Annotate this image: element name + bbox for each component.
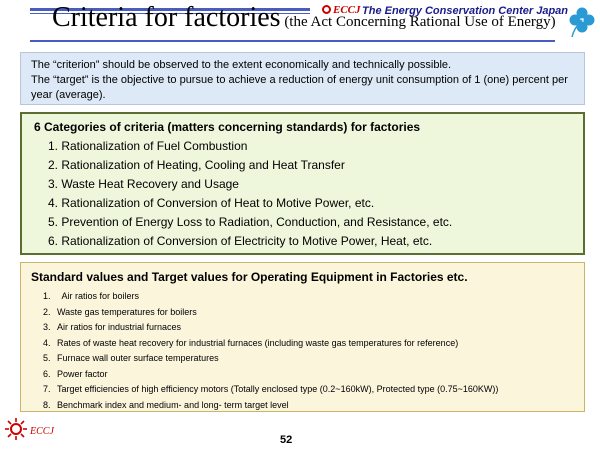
standards-item [31,305,574,321]
eccj-header-text: ECCJ [333,4,361,16]
standards-item-number: 1. [43,291,51,301]
standards-item-text: Air ratios for boilers [57,291,140,301]
eccj-circle-icon [322,5,331,14]
page-number: 52 [280,434,293,446]
standards-item-number: 8. [43,399,51,410]
standards-item-number: 7. [43,384,51,394]
criteria-item: 2. Rationalization of Heating, Cooling and Heat Transfer [48,158,345,172]
standards-item-number: 2. [43,306,51,317]
title-bar-bottom [30,40,555,42]
criteria-item: 3. Waste Heat Recovery and Usage [48,177,239,191]
criteria-item: 6. Rationalization of Conversion of Electricity to Motive Power, Heat, etc. [48,234,433,248]
standards-item [31,289,574,305]
title-main: Criteria for factories [52,2,281,33]
criteria-item: 4. Rationalization of Conversion of Heat to Motive Power, etc. [48,196,375,210]
standards-item-text: Benchmark index and medium- and long- term target level [57,399,289,410]
standards-item-number: 3. [43,322,51,332]
intro-line-criterion: The “criterion” should be observed to the extent economically and technically possible. [31,59,452,71]
standards-item-number: 6. [43,368,51,379]
standards-item [31,320,574,336]
criteria-item: 1. Rationalization of Fuel Combustion [48,139,248,153]
center-name: The Energy Conservation Center Japan [362,5,568,17]
standards-item-text: Rates of waste heat recovery for industrial furnaces (including waste gas temperatures for reference) [57,337,459,348]
standards-item-number: 5. [43,353,51,363]
standards-box [20,262,585,412]
standards-item-text: Waste gas temperatures for boilers [57,306,197,317]
title-sub: (the Act Concerning Rational Use of Energy) [280,14,556,30]
standards-item-text: Air ratios for industrial furnaces [57,322,182,332]
standards-item-number: 4. [43,337,51,348]
criteria-box [20,112,585,255]
criteria-heading: 6 Categories of criteria (matters concerning standards) for factories [34,120,421,134]
standards-item [31,398,574,414]
intro-line-target: The “target” is the objective to pursue to achieve a reduction of energy unit consumption of 1 (one) percent per year (average). [31,74,568,101]
footer-eccj-text: ECCJ [30,426,54,437]
eccj-sun-icon [4,417,28,441]
standards-item [31,382,574,398]
standards-heading: Standard values and Target values for Operating Equipment in Factories etc. [31,270,468,284]
standards-item [31,351,574,367]
standards-item-text: Target efficiencies of high efficiency motors (Totally enclosed type (0.2~160kW), Protected type (0.75~160KW)) [57,384,499,394]
standards-item-text: Furnace wall outer surface temperatures [57,353,219,363]
footer-logo [4,417,74,447]
standards-item-text: Power factor [57,368,108,379]
standards-item [31,336,574,352]
intro-box [20,52,585,105]
criteria-item: 5. Prevention of Energy Loss to Radiation, Conduction, and Resistance, etc. [48,215,453,229]
clover-icon [560,0,598,38]
standards-item [31,367,574,383]
